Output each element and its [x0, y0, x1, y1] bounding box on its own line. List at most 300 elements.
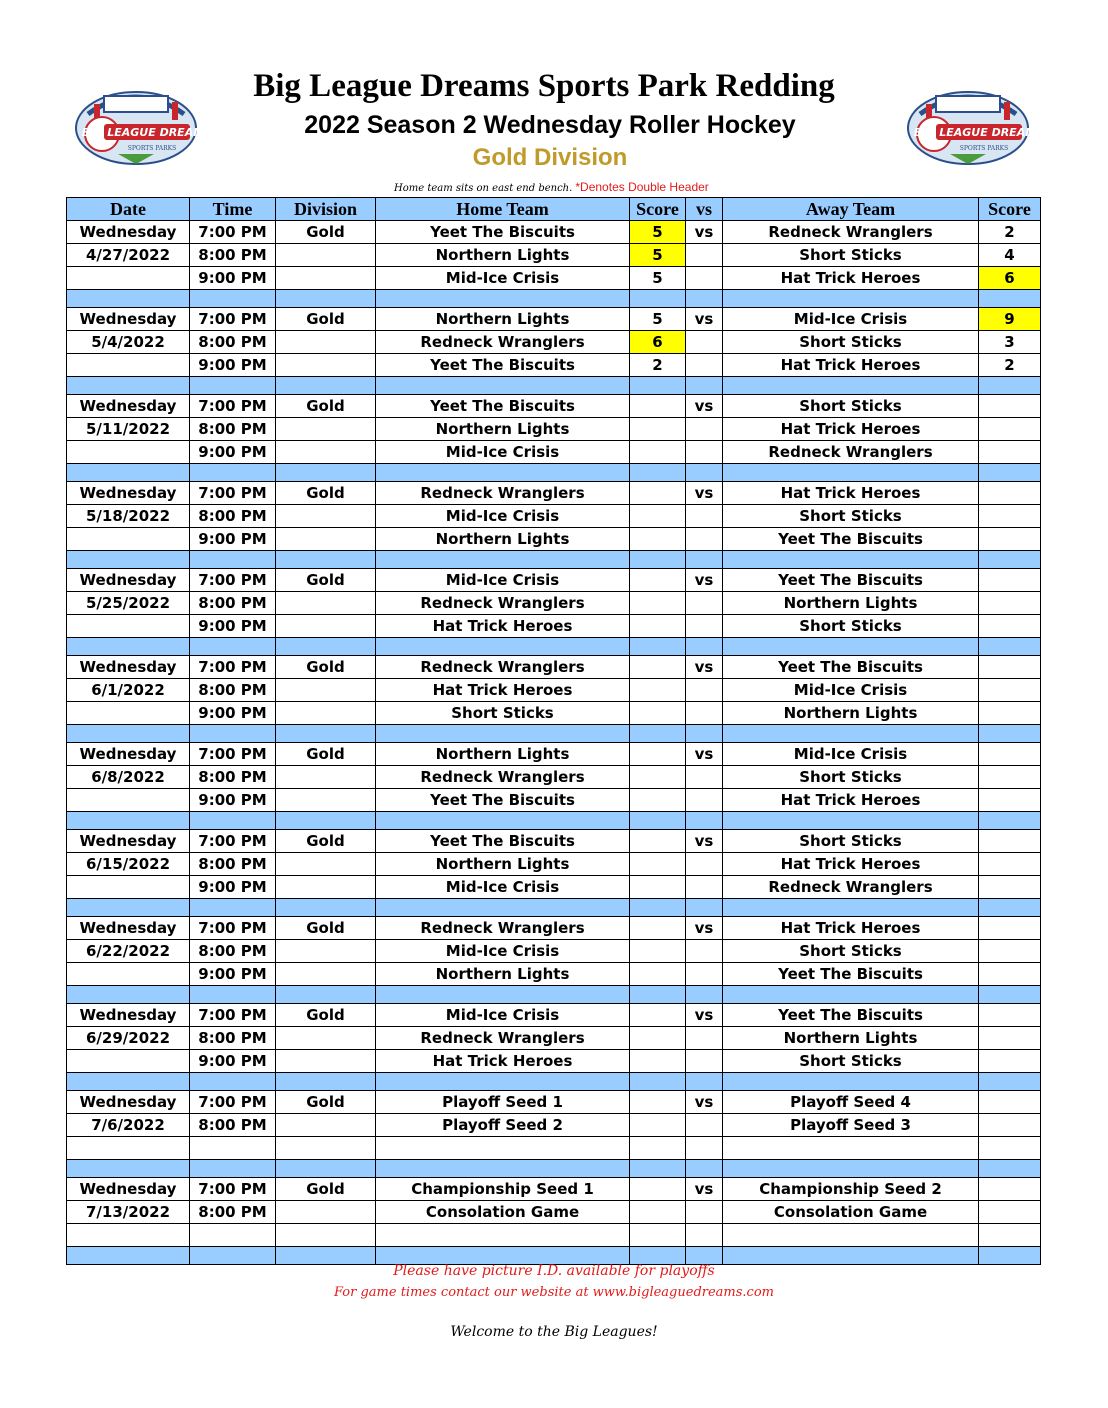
- away-score-cell: [979, 592, 1041, 615]
- away-team-cell: Redneck Wranglers: [723, 441, 979, 464]
- col-home-team: Home Team: [376, 198, 630, 221]
- time-cell: 8:00 PM: [190, 418, 276, 441]
- separator-cell: [686, 899, 723, 917]
- table-row: [67, 482, 1041, 505]
- away-team-cell: Yeet The Biscuits: [723, 528, 979, 551]
- schedule-note: [394, 180, 709, 194]
- away-score-cell: [979, 1201, 1041, 1224]
- home-team-cell: Short Sticks: [376, 702, 630, 725]
- division-cell: Gold: [276, 221, 376, 244]
- division-cell: [276, 244, 376, 267]
- vs-cell: [686, 853, 723, 876]
- home-score-cell: [630, 441, 686, 464]
- separator-cell: [686, 290, 723, 308]
- separator-cell: [67, 638, 190, 656]
- vs-cell: [686, 789, 723, 812]
- separator-cell: [723, 1160, 979, 1178]
- separator-cell: [630, 464, 686, 482]
- vs-cell: [686, 1201, 723, 1224]
- division-cell: [276, 876, 376, 899]
- away-team-cell: Northern Lights: [723, 1027, 979, 1050]
- date-cell: 6/22/2022: [67, 940, 190, 963]
- home-score-cell: [630, 1224, 686, 1247]
- time-cell: 7:00 PM: [190, 743, 276, 766]
- separator-cell: [276, 290, 376, 308]
- away-score-cell: [979, 1178, 1041, 1201]
- away-score-cell: [979, 615, 1041, 638]
- week-separator-row: [67, 377, 1041, 395]
- away-team-cell: Redneck Wranglers: [723, 221, 979, 244]
- col-time: Time: [190, 198, 276, 221]
- separator-cell: [979, 899, 1041, 917]
- separator-cell: [376, 812, 630, 830]
- separator-cell: [630, 1160, 686, 1178]
- home-team-cell: Yeet The Biscuits: [376, 830, 630, 853]
- separator-cell: [376, 1073, 630, 1091]
- home-team-cell: Redneck Wranglers: [376, 917, 630, 940]
- home-team-cell: Northern Lights: [376, 418, 630, 441]
- vs-cell: [686, 963, 723, 986]
- division-cell: [276, 1224, 376, 1247]
- date-cell: 5/18/2022: [67, 505, 190, 528]
- home-score-cell: 5: [630, 267, 686, 290]
- separator-cell: [67, 551, 190, 569]
- separator-cell: [630, 986, 686, 1004]
- date-cell: Wednesday: [67, 308, 190, 331]
- table-row: [67, 679, 1041, 702]
- vs-cell: [686, 592, 723, 615]
- table-row: [67, 702, 1041, 725]
- away-score-cell: [979, 940, 1041, 963]
- separator-cell: [376, 290, 630, 308]
- vs-cell: [686, 766, 723, 789]
- away-team-cell: Short Sticks: [723, 615, 979, 638]
- separator-cell: [686, 1160, 723, 1178]
- week-separator-row: [67, 1247, 1041, 1265]
- away-team-cell: [723, 1224, 979, 1247]
- table-row: [67, 1178, 1041, 1201]
- logo-subtext: SPORTS PARKS: [127, 145, 177, 152]
- separator-cell: [979, 1247, 1041, 1265]
- away-team-cell: Northern Lights: [723, 702, 979, 725]
- table-row: [67, 1224, 1041, 1247]
- separator-cell: [67, 986, 190, 1004]
- away-score-cell: [979, 789, 1041, 812]
- separator-cell: [686, 1247, 723, 1265]
- table-row: [67, 853, 1041, 876]
- home-team-cell: [376, 1224, 630, 1247]
- away-score-cell: [979, 1004, 1041, 1027]
- home-team-cell: Northern Lights: [376, 963, 630, 986]
- week-separator-row: [67, 551, 1041, 569]
- separator-cell: [686, 464, 723, 482]
- home-team-cell: Playoff Seed 2: [376, 1114, 630, 1137]
- date-cell: [67, 528, 190, 551]
- table-row: [67, 917, 1041, 940]
- time-cell: 7:00 PM: [190, 482, 276, 505]
- division-cell: [276, 441, 376, 464]
- week-separator-row: [67, 638, 1041, 656]
- division-cell: [276, 1114, 376, 1137]
- separator-cell: [276, 1160, 376, 1178]
- date-cell: 7/13/2022: [67, 1201, 190, 1224]
- table-row: [67, 308, 1041, 331]
- time-cell: 9:00 PM: [190, 963, 276, 986]
- date-cell: 6/15/2022: [67, 853, 190, 876]
- home-team-cell: Playoff Seed 1: [376, 1091, 630, 1114]
- vs-cell: [686, 505, 723, 528]
- week-separator-row: [67, 812, 1041, 830]
- division-cell: Gold: [276, 1004, 376, 1027]
- time-cell: 8:00 PM: [190, 331, 276, 354]
- separator-cell: [376, 986, 630, 1004]
- double-header-note: *Denotes Double Header: [575, 180, 709, 194]
- home-score-cell: [630, 418, 686, 441]
- home-score-cell: [630, 1137, 686, 1160]
- time-cell: 9:00 PM: [190, 267, 276, 290]
- away-score-cell: [979, 505, 1041, 528]
- away-team-cell: Hat Trick Heroes: [723, 917, 979, 940]
- separator-cell: [376, 899, 630, 917]
- separator-cell: [190, 899, 276, 917]
- away-score-cell: [979, 482, 1041, 505]
- vs-cell: [686, 441, 723, 464]
- separator-cell: [979, 1073, 1041, 1091]
- home-team-cell: Yeet The Biscuits: [376, 395, 630, 418]
- vs-cell: [686, 1137, 723, 1160]
- date-cell: Wednesday: [67, 482, 190, 505]
- table-row: [67, 1091, 1041, 1114]
- away-score-cell: [979, 876, 1041, 899]
- away-team-cell: Hat Trick Heroes: [723, 267, 979, 290]
- separator-cell: [686, 377, 723, 395]
- date-cell: [67, 1224, 190, 1247]
- table-row: [67, 267, 1041, 290]
- separator-cell: [630, 377, 686, 395]
- away-team-cell: Yeet The Biscuits: [723, 1004, 979, 1027]
- division-cell: [276, 615, 376, 638]
- division-cell: Gold: [276, 1178, 376, 1201]
- separator-cell: [686, 1073, 723, 1091]
- date-cell: [67, 876, 190, 899]
- separator-cell: [630, 290, 686, 308]
- home-team-cell: Mid-Ice Crisis: [376, 876, 630, 899]
- home-score-cell: [630, 1004, 686, 1027]
- date-cell: Wednesday: [67, 917, 190, 940]
- home-team-cell: Mid-Ice Crisis: [376, 267, 630, 290]
- separator-cell: [376, 464, 630, 482]
- col-home-score: Score: [630, 198, 686, 221]
- home-score-cell: [630, 743, 686, 766]
- separator-cell: [276, 1247, 376, 1265]
- away-score-cell: [979, 1027, 1041, 1050]
- date-cell: [67, 789, 190, 812]
- away-team-cell: Hat Trick Heroes: [723, 789, 979, 812]
- date-cell: Wednesday: [67, 743, 190, 766]
- table-row: [67, 395, 1041, 418]
- home-score-cell: [630, 505, 686, 528]
- home-team-cell: Yeet The Biscuits: [376, 221, 630, 244]
- week-separator-row: [67, 986, 1041, 1004]
- date-cell: 6/29/2022: [67, 1027, 190, 1050]
- table-row: [67, 876, 1041, 899]
- separator-cell: [276, 1073, 376, 1091]
- vs-cell: vs: [686, 482, 723, 505]
- home-score-cell: [630, 789, 686, 812]
- home-score-cell: [630, 615, 686, 638]
- table-row: [67, 1137, 1041, 1160]
- home-team-cell: Redneck Wranglers: [376, 482, 630, 505]
- separator-cell: [630, 725, 686, 743]
- away-score-cell: [979, 1091, 1041, 1114]
- vs-cell: vs: [686, 1091, 723, 1114]
- away-score-cell: [979, 1050, 1041, 1073]
- date-cell: 5/4/2022: [67, 331, 190, 354]
- home-team-cell: Mid-Ice Crisis: [376, 940, 630, 963]
- division-cell: Gold: [276, 308, 376, 331]
- division-cell: [276, 267, 376, 290]
- time-cell: 7:00 PM: [190, 1091, 276, 1114]
- date-cell: Wednesday: [67, 1178, 190, 1201]
- away-score-cell: [979, 917, 1041, 940]
- division-cell: [276, 1137, 376, 1160]
- separator-cell: [67, 377, 190, 395]
- separator-cell: [979, 725, 1041, 743]
- home-score-cell: [630, 528, 686, 551]
- time-cell: 7:00 PM: [190, 1004, 276, 1027]
- time-cell: 8:00 PM: [190, 679, 276, 702]
- separator-cell: [376, 638, 630, 656]
- date-cell: [67, 441, 190, 464]
- vs-cell: [686, 418, 723, 441]
- separator-cell: [630, 1073, 686, 1091]
- division-heading: Gold Division: [472, 144, 628, 171]
- division-cell: [276, 702, 376, 725]
- away-score-cell: 2: [979, 221, 1041, 244]
- vs-cell: vs: [686, 1004, 723, 1027]
- separator-cell: [190, 377, 276, 395]
- table-row: [67, 592, 1041, 615]
- separator-cell: [723, 812, 979, 830]
- division-cell: Gold: [276, 569, 376, 592]
- separator-cell: [190, 290, 276, 308]
- date-cell: Wednesday: [67, 569, 190, 592]
- home-team-cell: Northern Lights: [376, 528, 630, 551]
- table-row: [67, 354, 1041, 377]
- home-team-cell: Yeet The Biscuits: [376, 789, 630, 812]
- vs-cell: [686, 615, 723, 638]
- away-team-cell: Short Sticks: [723, 830, 979, 853]
- col-away-score: Score: [979, 198, 1041, 221]
- table-header-row: [67, 198, 1041, 221]
- home-score-cell: [630, 830, 686, 853]
- division-cell: [276, 1027, 376, 1050]
- home-team-cell: Consolation Game: [376, 1201, 630, 1224]
- time-cell: 8:00 PM: [190, 940, 276, 963]
- separator-cell: [630, 1247, 686, 1265]
- week-separator-row: [67, 1160, 1041, 1178]
- separator-cell: [190, 551, 276, 569]
- division-cell: Gold: [276, 1091, 376, 1114]
- home-score-cell: 6: [630, 331, 686, 354]
- separator-cell: [979, 1160, 1041, 1178]
- table-row: [67, 331, 1041, 354]
- home-score-cell: [630, 853, 686, 876]
- separator-cell: [723, 638, 979, 656]
- separator-cell: [190, 1160, 276, 1178]
- away-team-cell: Short Sticks: [723, 505, 979, 528]
- vs-cell: [686, 1050, 723, 1073]
- away-team-cell: Mid-Ice Crisis: [723, 308, 979, 331]
- separator-cell: [723, 464, 979, 482]
- separator-cell: [723, 986, 979, 1004]
- separator-cell: [979, 986, 1041, 1004]
- separator-cell: [686, 986, 723, 1004]
- away-score-cell: [979, 830, 1041, 853]
- separator-cell: [67, 899, 190, 917]
- table-row: [67, 1114, 1041, 1137]
- separator-cell: [276, 464, 376, 482]
- separator-cell: [190, 638, 276, 656]
- separator-cell: [723, 1247, 979, 1265]
- separator-cell: [67, 290, 190, 308]
- vs-cell: [686, 679, 723, 702]
- time-cell: 8:00 PM: [190, 244, 276, 267]
- vs-cell: vs: [686, 743, 723, 766]
- separator-cell: [376, 725, 630, 743]
- away-team-cell: Yeet The Biscuits: [723, 569, 979, 592]
- away-score-cell: [979, 766, 1041, 789]
- week-separator-row: [67, 1073, 1041, 1091]
- home-score-cell: [630, 592, 686, 615]
- vs-cell: [686, 1224, 723, 1247]
- home-score-cell: [630, 702, 686, 725]
- home-team-cell: Northern Lights: [376, 308, 630, 331]
- home-score-cell: 5: [630, 308, 686, 331]
- away-score-cell: [979, 1137, 1041, 1160]
- separator-cell: [190, 725, 276, 743]
- home-score-cell: [630, 1091, 686, 1114]
- division-cell: [276, 418, 376, 441]
- home-team-cell: Redneck Wranglers: [376, 656, 630, 679]
- away-score-cell: [979, 656, 1041, 679]
- away-score-cell: [979, 395, 1041, 418]
- home-team-cell: Mid-Ice Crisis: [376, 441, 630, 464]
- table-row: [67, 656, 1041, 679]
- away-score-cell: [979, 528, 1041, 551]
- vs-cell: [686, 244, 723, 267]
- separator-cell: [979, 464, 1041, 482]
- home-team-cell: Hat Trick Heroes: [376, 615, 630, 638]
- away-score-cell: 6: [979, 267, 1041, 290]
- time-cell: 8:00 PM: [190, 766, 276, 789]
- vs-cell: vs: [686, 830, 723, 853]
- home-score-cell: [630, 940, 686, 963]
- table-row: [67, 221, 1041, 244]
- separator-cell: [723, 551, 979, 569]
- playoff-id-note: Please have picture I.D. available for playoffs: [393, 1263, 715, 1279]
- separator-cell: [67, 1247, 190, 1265]
- away-team-cell: Mid-Ice Crisis: [723, 679, 979, 702]
- home-team-cell: Northern Lights: [376, 743, 630, 766]
- separator-cell: [686, 725, 723, 743]
- date-cell: Wednesday: [67, 656, 190, 679]
- separator-cell: [630, 638, 686, 656]
- home-team-cell: Redneck Wranglers: [376, 592, 630, 615]
- separator-cell: [190, 1247, 276, 1265]
- date-cell: [67, 354, 190, 377]
- col-date: Date: [67, 198, 190, 221]
- home-team-cell: Yeet The Biscuits: [376, 354, 630, 377]
- away-score-cell: [979, 1224, 1041, 1247]
- time-cell: 8:00 PM: [190, 1114, 276, 1137]
- separator-cell: [723, 290, 979, 308]
- away-team-cell: Hat Trick Heroes: [723, 482, 979, 505]
- division-cell: Gold: [276, 743, 376, 766]
- separator-cell: [979, 290, 1041, 308]
- away-team-cell: Short Sticks: [723, 395, 979, 418]
- home-team-cell: Redneck Wranglers: [376, 1027, 630, 1050]
- home-score-cell: [630, 569, 686, 592]
- away-team-cell: Playoff Seed 3: [723, 1114, 979, 1137]
- time-cell: 9:00 PM: [190, 528, 276, 551]
- time-cell: 7:00 PM: [190, 308, 276, 331]
- table-row: [67, 743, 1041, 766]
- vs-cell: [686, 267, 723, 290]
- division-cell: [276, 505, 376, 528]
- vs-cell: [686, 354, 723, 377]
- division-cell: [276, 1050, 376, 1073]
- away-team-cell: Short Sticks: [723, 331, 979, 354]
- table-row: [67, 505, 1041, 528]
- away-score-cell: [979, 418, 1041, 441]
- separator-cell: [67, 1160, 190, 1178]
- division-cell: Gold: [276, 917, 376, 940]
- away-team-cell: Northern Lights: [723, 592, 979, 615]
- home-team-cell: Redneck Wranglers: [376, 331, 630, 354]
- division-cell: [276, 679, 376, 702]
- table-row: [67, 1004, 1041, 1027]
- home-score-cell: [630, 917, 686, 940]
- separator-cell: [276, 986, 376, 1004]
- table-row: [67, 1050, 1041, 1073]
- home-score-cell: [630, 963, 686, 986]
- time-cell: 9:00 PM: [190, 441, 276, 464]
- separator-cell: [67, 464, 190, 482]
- away-team-cell: Short Sticks: [723, 766, 979, 789]
- home-team-cell: Mid-Ice Crisis: [376, 1004, 630, 1027]
- division-cell: Gold: [276, 395, 376, 418]
- table-row: [67, 1201, 1041, 1224]
- home-team-cell: Hat Trick Heroes: [376, 679, 630, 702]
- separator-cell: [723, 899, 979, 917]
- date-cell: [67, 1137, 190, 1160]
- vs-cell: [686, 528, 723, 551]
- away-score-cell: 2: [979, 354, 1041, 377]
- away-team-cell: [723, 1137, 979, 1160]
- table-row: [67, 830, 1041, 853]
- vs-cell: [686, 876, 723, 899]
- division-cell: [276, 963, 376, 986]
- separator-cell: [276, 551, 376, 569]
- home-team-cell: Redneck Wranglers: [376, 766, 630, 789]
- division-cell: [276, 853, 376, 876]
- separator-cell: [376, 1160, 630, 1178]
- time-cell: 7:00 PM: [190, 1178, 276, 1201]
- separator-cell: [630, 551, 686, 569]
- time-cell: [190, 1137, 276, 1160]
- away-team-cell: Mid-Ice Crisis: [723, 743, 979, 766]
